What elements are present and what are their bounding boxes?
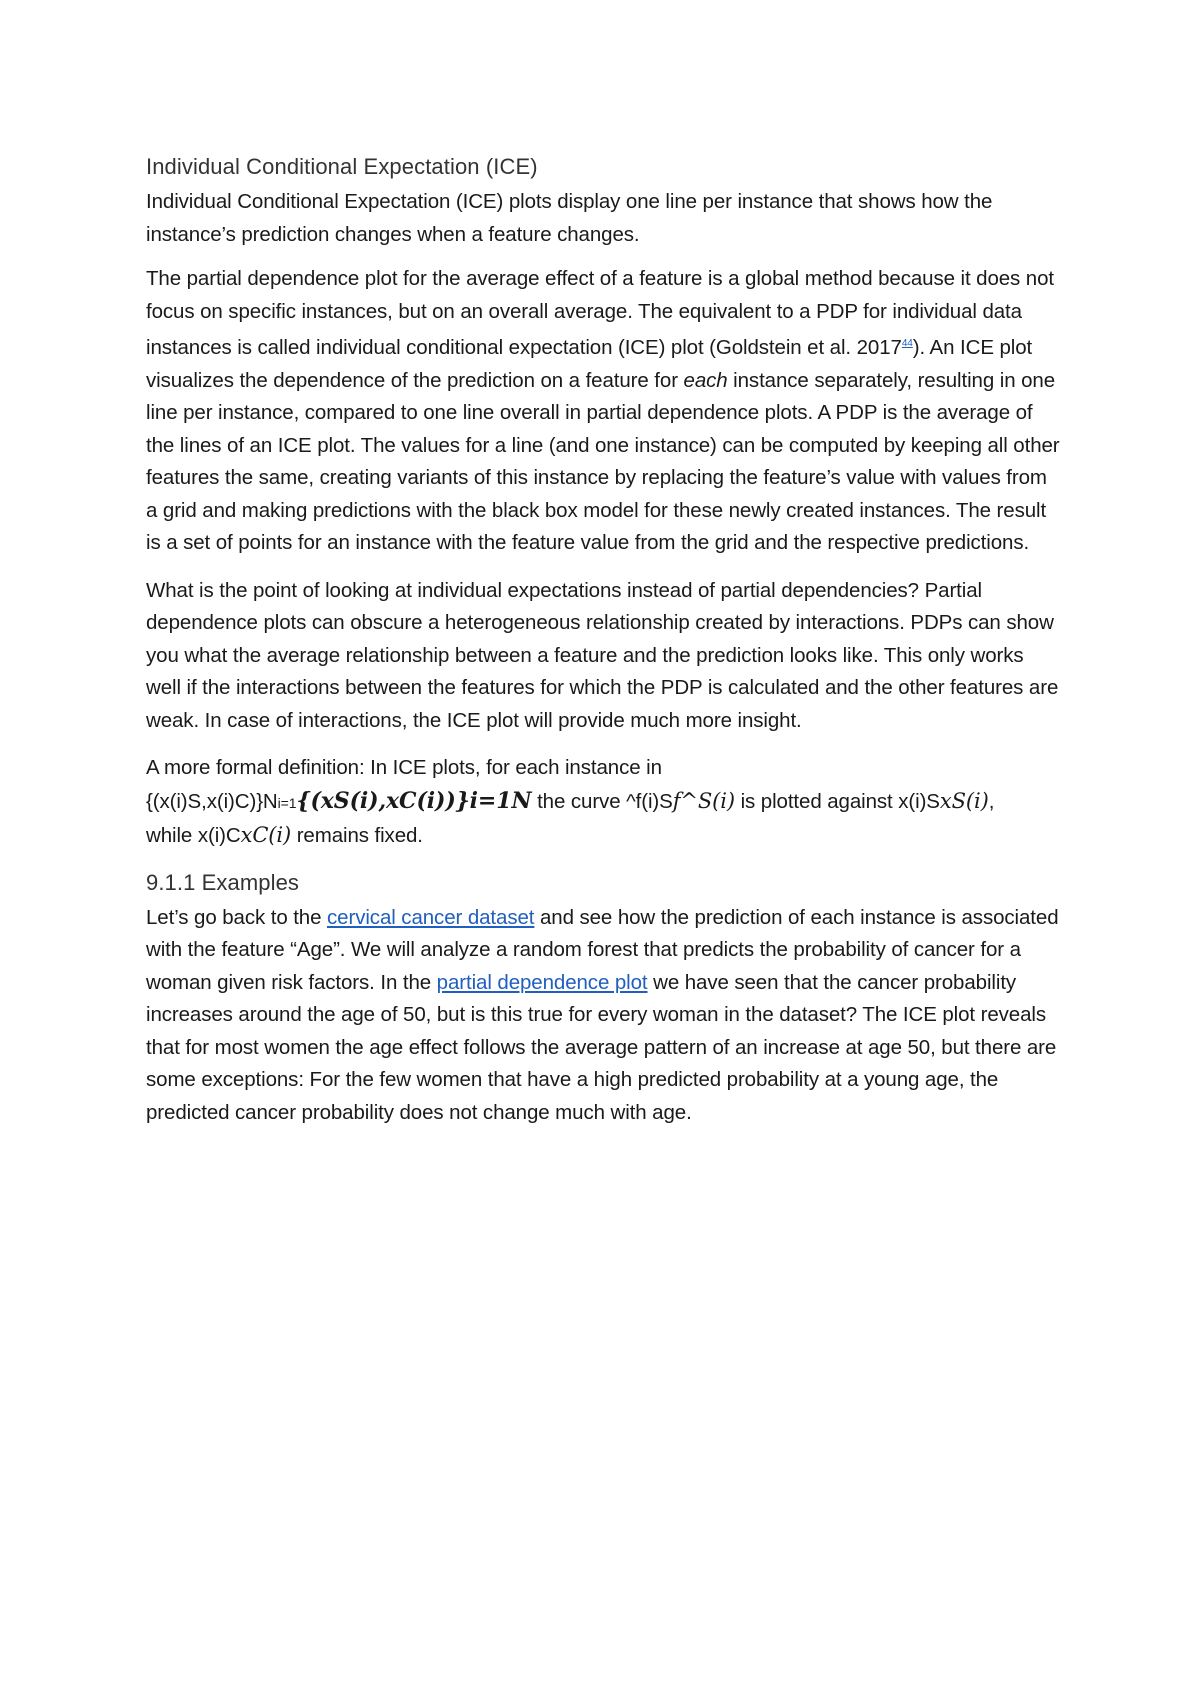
set-subscript: i=1 (277, 794, 297, 811)
examples-text-2: and see how the prediction of each instance is associated with the feature “Age”. We will analyze a random forest that predicts the probability of cancer for a woman given risk factors. In the (146, 905, 1059, 994)
curve-text: ^f(i)S (626, 789, 673, 813)
examples-text-3: we have seen that the cancer probability increases around the age of 50, but is this true for every woman in the dataset? The ICE plot reveals that for most women the age effect follows the average pattern of an increase at age 50, but there are some exceptions: For the few women that have a high predicted probability at a young age, the predicted cancer probability does not change much with age. (146, 970, 1057, 1124)
remains-text: remains fixed. (291, 824, 423, 847)
against-text: x(i)S (898, 789, 940, 813)
why-ice-paragraph: What is the point of looking at individual expectations instead of partial dependencies? Partial dependence plots can obscure a heterogeneous relationship created by interactions. PDPs can show you what the average relationship between a feature and the prediction looks like. This only works well if the interactions between the features for which the PDP is calculated and the other features are weak. In case of interactions, the ICE plot will provide much more insight. (146, 578, 1059, 732)
pdp-text-3: instance separately, resulting in one line per instance, compared to one line overall in partial dependence plots. A PDP is the average of the lines of an ICE plot. The values for a line (and one instance) can be computed by keeping all other features the same, creating variants of this instance by replacing the feature’s value with values from a grid and making predictions with the black box model for these newly created instances. The result is a set of points for an instance with the feature value from the grid and the respective predictions. (146, 368, 1060, 554)
while-label: while (146, 824, 198, 847)
plotted-label: is plotted against (734, 789, 899, 813)
curve-math: f^S(i) (672, 788, 735, 813)
comma: , (988, 789, 995, 813)
section-heading-examples: 9.1.1 Examples (146, 869, 300, 895)
fixed-text: x(i)C (197, 824, 241, 847)
partial-dependence-plot-link[interactable]: partial dependence plot (436, 970, 648, 994)
section-heading-ice: Individual Conditional Expectation (ICE) (146, 154, 538, 179)
pdp-paragraph (146, 263, 1060, 560)
examples-paragraph (146, 902, 1060, 1130)
intro-paragraph: Individual Conditional Expectation (ICE) plots display one line per instance that shows how the instance’s prediction changes when a feature changes. (146, 190, 993, 246)
cervical-cancer-dataset-link[interactable]: cervical cancer dataset (327, 905, 535, 929)
set-math: {(xS(i),xC(i))}i=1N (296, 787, 532, 814)
set-text: {(x(i)S,x(i)C)}N (146, 789, 278, 813)
curve-label: the curve (531, 789, 627, 813)
formal-lead: A more formal definition: In ICE plots, for each instance in (146, 756, 662, 779)
pdp-text-2: ). An ICE plot visualizes the dependence of the prediction on a feature for (146, 336, 1033, 392)
against-math: xS(i) (939, 788, 989, 813)
emphasis-each: each (683, 368, 728, 392)
formal-definition-paragraph (146, 752, 1060, 853)
reference-link[interactable]: 44 (901, 338, 913, 349)
examples-text-1: Let’s go back to the (146, 905, 328, 929)
pdp-text-1: The partial dependence plot for the average effect of a feature is a global method because it does not focus on specific instances, but on an overall average. The equivalent to a PDP for individual data instances is called individual conditional expectation (ICE) plot (Goldstein et al. 2017 (146, 267, 1054, 359)
fixed-math: xC(i) (240, 823, 292, 847)
